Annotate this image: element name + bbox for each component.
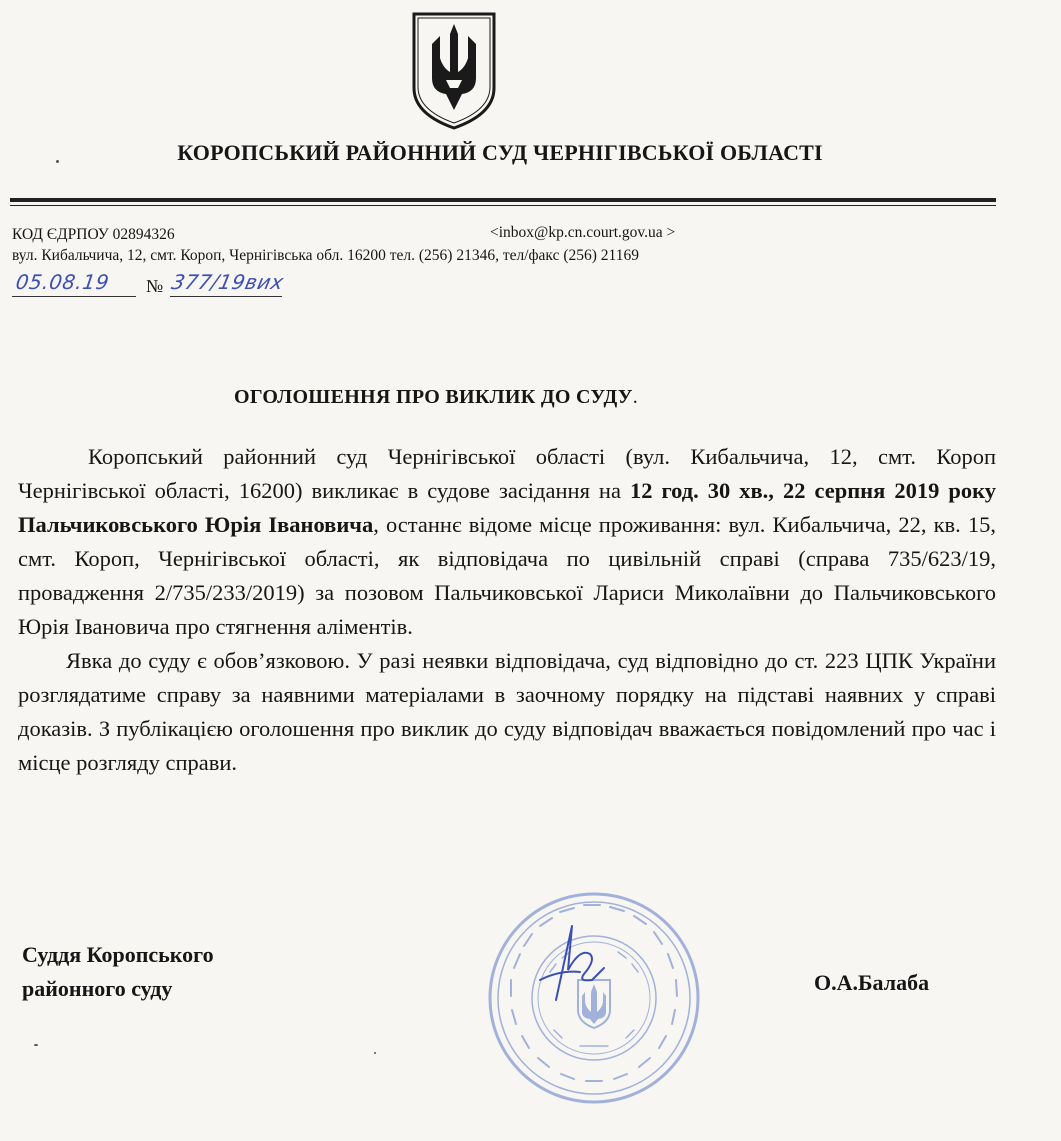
judge-name: О.А.Балаба [814,970,930,995]
scan-speck [34,1044,38,1046]
number-underline [170,296,282,297]
summons-hearing-time-defendant: 12 год. 30 хв., 22 серпня 2019 року Пальчиковського Юрія Івановича [18,478,997,537]
notice-body [18,440,996,780]
document-title-text: ОГОЛОШЕННЯ ПРО ВИКЛИК ДО СУДУ [234,386,633,408]
scan-speck [374,1052,376,1054]
handwritten-date: 05.08.19 [14,270,111,294]
header-rule-thick [10,198,996,202]
court-email: <inbox@kp.cn.court.gov.ua > [490,224,676,241]
court-name: КОРОПСЬКИЙ РАЙОННИЙ СУД ЧЕРНІГІВСЬКОЇ ОБЛАСТІ [177,140,823,165]
date-underline [12,296,136,297]
outgoing-reference [12,268,392,300]
judge-signature [520,910,630,1010]
edrpou-code: КОД ЄДРПОУ 02894326 [12,226,175,243]
document-title-period: . [632,386,639,408]
paragraph-attendance: Явка до суду є обов’язковою. У разі неявки відповідача, суд відповідно до ст. 223 ЦПК України розглядатиме справу за наявними матеріалами в заочному порядку на підставі наявних у справі доказів. З публікацією оголошення про виклик до суду відповідач вважається повідомлений про час і місце розгляду справи. [18,648,996,775]
judge-position-line2: районного суду [22,976,173,1001]
paragraph-summons [18,440,996,644]
handwritten-outgoing-number: 377/19вих [169,270,287,294]
document-title [234,386,638,409]
scan-speck [56,160,59,163]
header-rule-thin [10,205,996,206]
court-address-phones: вул. Кибальчича, 12, смт. Короп, Чернігівська обл. 16200 тел. (256) 21346, тел/факс (256) 21169 [12,247,639,264]
summons-details: , останнє відоме місце проживання: вул. Кибальчича, 22, кв. 15, смт. Короп, Чернігівської області, як відповідача по цивільній справі (справа 735/623/19, провадження 2/735/233/2019) за позовом Пальчиковської Лариси Миколаївни до Пальчиковського Юрія Івановича про стягнення аліментів. [18,512,996,639]
number-label: № [146,276,164,296]
summons-intro: Коропський районний суд Чернігівської області (вул. Кибальчича, 12, смт. Короп Чернігівської області, 16200) викликає в судове засідання на [18,444,996,503]
trident-coat-of-arms-icon [410,10,498,132]
judge-position-line1: Суддя Коропського [22,942,214,967]
judge-position [22,938,214,1006]
